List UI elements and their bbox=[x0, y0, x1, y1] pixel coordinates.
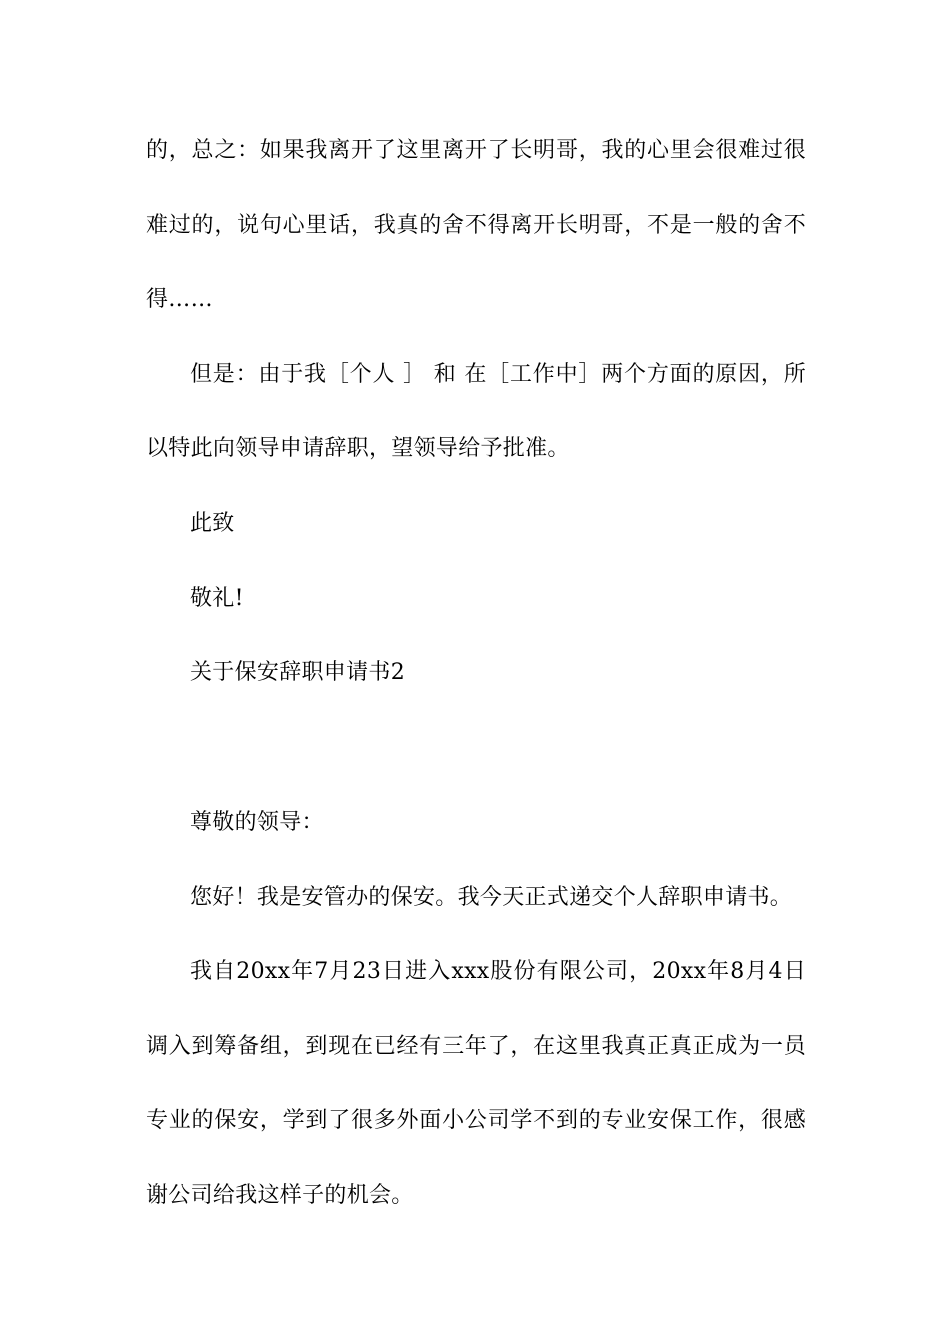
paragraph-1-line-3: 得…… bbox=[146, 287, 213, 312]
paragraph-3-line-3: 专业的保安，学到了很多外面小公司学不到的专业安保工作，很感 bbox=[146, 1108, 806, 1133]
paragraph-2-line-1: 但是：由于我［个人 ］ 和 在［工作中］两个方面的原因，所 bbox=[190, 362, 806, 387]
paragraph-3-line-4: 谢公司给我这样子的机会。 bbox=[146, 1183, 414, 1208]
salutation: 尊敬的领导： bbox=[190, 810, 324, 835]
paragraph-2-line-2: 以特此向领导申请辞职，望领导给予批准。 bbox=[146, 436, 570, 461]
section-title: 关于保安辞职申请书2 bbox=[190, 660, 405, 685]
greeting: 您好！我是安管办的保安。我今天正式递交个人辞职申请书。 bbox=[190, 885, 793, 910]
paragraph-3-line-2: 调入到筹备组，到现在已经有三年了，在这里我真正真正成为一员 bbox=[146, 1034, 806, 1059]
paragraph-1-line-1: 的，总之：如果我离开了这里离开了长明哥，我的心里会很难过很 bbox=[146, 138, 806, 163]
closing-salutation: 此致 bbox=[190, 511, 235, 536]
paragraph-1-line-2: 难过的，说句心里话，我真的舍不得离开长明哥，不是一般的舍不 bbox=[146, 213, 806, 238]
paragraph-3-line-1: 我自20xx年7月23日进入xxx股份有限公司，20xx年8月4日 bbox=[190, 959, 806, 984]
closing-regards: 敬礼! bbox=[190, 586, 244, 611]
